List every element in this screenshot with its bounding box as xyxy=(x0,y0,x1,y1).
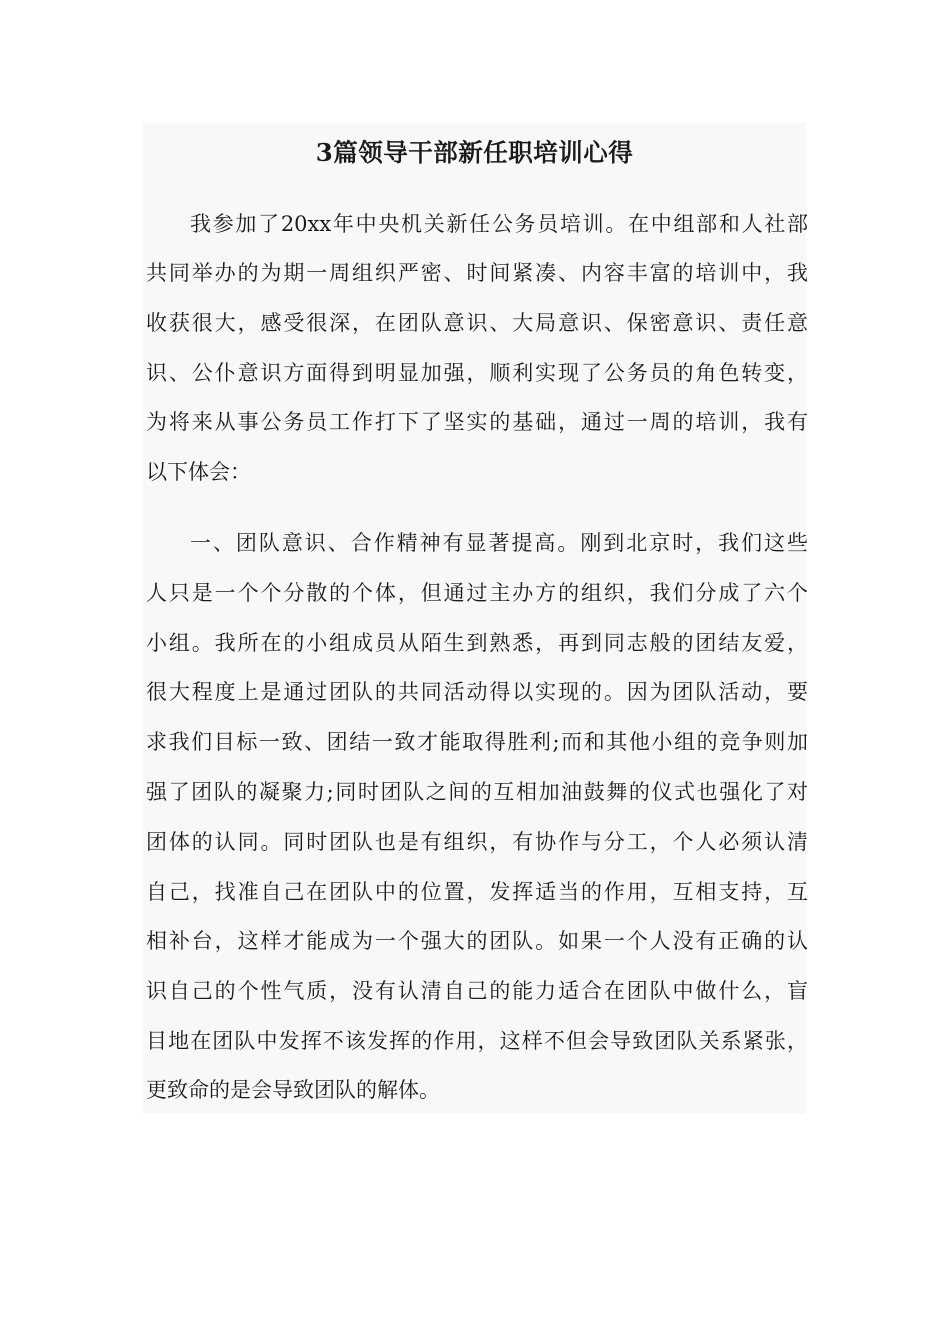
paragraph-2-line-8: 自己，找准自己在团队中的位置，发挥适当的作用，互相支持，互 xyxy=(146,880,808,904)
paragraph-2-line-11: 目地在团队中发挥不该发挥的作用，这样不但会导致团队关系紧张， xyxy=(146,1029,808,1053)
paragraph-1-line-4: 识、公仆意识方面得到明显加强，顺利实现了公务员的角色转变， xyxy=(146,361,808,385)
paragraph-2-line-12: 更致命的是会导致团队的解体。 xyxy=(146,1078,440,1102)
paragraph-2-line-10: 识自己的个性气质，没有认清自己的能力适合在团队中做什么，盲 xyxy=(146,979,808,1003)
paragraph-2-line-2: 人只是一个个分散的个体，但通过主办方的组织，我们分成了六个 xyxy=(146,581,808,605)
paragraph-1-line-2: 共同举办的为期一周组织严密、时间紧凑、内容丰富的培训中，我 xyxy=(146,261,808,285)
paragraph-2-line-4: 很大程度上是通过团队的共同活动得以实现的。因为团队活动，要 xyxy=(146,680,808,704)
paragraph-1-line-3: 收获很大，感受很深，在团队意识、大局意识、保密意识、责任意 xyxy=(146,311,808,335)
paragraph-2-line-3: 小组。我所在的小组成员从陌生到熟悉，再到同志般的团结友爱， xyxy=(146,631,808,655)
document-title: 3篇领导干部新任职培训心得 xyxy=(315,138,634,167)
paragraph-2-line-9: 相补台，这样才能成为一个强大的团队。如果一个人没有正确的认 xyxy=(146,929,808,953)
paragraph-2-line-6: 强了团队的凝聚力;同时团队之间的互相加油鼓舞的仪式也强化了对 xyxy=(146,780,808,804)
paragraph-1-line-5: 为将来从事公务员工作打下了坚实的基础，通过一周的培训，我有 xyxy=(146,410,808,434)
paragraph-1-line-6: 以下体会： xyxy=(146,460,251,484)
paragraph-1-line-1: 我参加了20xx年中央机关新任公务员培训。在中组部和人社部 xyxy=(190,212,808,236)
paragraph-2-line-1: 一、团队意识、合作精神有显著提高。刚到北京时，我们这些 xyxy=(190,531,808,555)
paragraph-2-line-5: 求我们目标一致、团结一致才能取得胜利;而和其他小组的竞争则加 xyxy=(146,730,808,754)
paragraph-2-line-7: 团体的认同。同时团队也是有组织，有协作与分工，个人必须认清 xyxy=(146,830,808,854)
